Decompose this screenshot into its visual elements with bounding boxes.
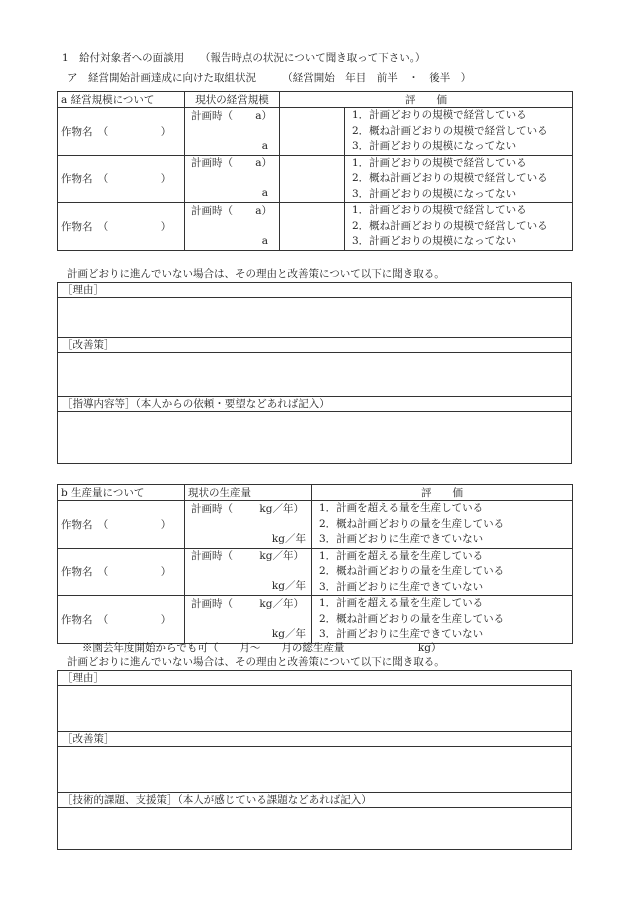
eval-option[interactable]: 2．概ね計画どおりの量を生産している [319, 565, 505, 577]
table-row [58, 501, 573, 549]
crop-name-field[interactable]: 作物名 （ ） [58, 501, 185, 549]
production-evaluation-options[interactable] [312, 548, 573, 596]
scale-evaluation-options[interactable] [345, 155, 573, 203]
eval-option[interactable]: 3．計画どおりの規模になってない [352, 235, 517, 247]
scale-reason-box[interactable] [57, 282, 572, 338]
production-plan-cell[interactable]: 計画時（ kg／年） kg／年 [185, 596, 312, 644]
eval-option[interactable]: 2．概ね計画どおりの規模で経営している [352, 219, 548, 232]
scale-guidance-label: ［指導内容等］（本人からの依頼・要望などあれば記入） [58, 397, 571, 412]
eval-option[interactable]: 3．計画どおりの規模になってない [352, 140, 517, 152]
table-row [58, 155, 573, 203]
scale-guidance-box[interactable] [57, 396, 572, 464]
scale-table [57, 91, 573, 251]
crop-name-field[interactable]: 作物名 （ ） [58, 596, 185, 644]
production-reason-box[interactable] [57, 670, 572, 732]
eval-option[interactable]: 3．計画どおりに生産できていない [319, 580, 484, 593]
scale-current-value[interactable] [280, 155, 345, 203]
eval-option[interactable]: 1．計画どおりの規模で経営している [352, 204, 527, 216]
production-header-evaluation: 評 価 [312, 485, 573, 501]
crop-name-field[interactable]: 作物名 （ ） [58, 108, 185, 156]
production-improvement-label: ［改善策］ [58, 732, 571, 747]
table-row [58, 548, 573, 596]
scale-subsection-title: ア 経営開始計画達成に向けた取組状況 （経営開始 年目 前半 ・ 後半 ） [67, 72, 472, 84]
production-technical-label: ［技術的課題、支援策］（本人が感じている課題などあれば記入） [58, 793, 571, 808]
crop-name-field[interactable]: 作物名 （ ） [58, 155, 185, 203]
eval-option[interactable]: 3．計画どおりに生産できていない [319, 533, 484, 545]
table-row [58, 596, 573, 644]
eval-option[interactable]: 2．概ね計画どおりの量を生産している [319, 612, 505, 625]
scale-improvement-box[interactable] [57, 337, 572, 397]
table-row [58, 203, 573, 251]
scale-header-current: 現状の経営規模 [185, 92, 280, 108]
eval-option[interactable]: 2．概ね計画どおりの量を生産している [319, 517, 505, 530]
eval-option[interactable]: 2．概ね計画どおりの規模で経営している [352, 124, 548, 137]
production-reason-label: ［理由］ [58, 671, 571, 686]
production-period-note: ※園芸年度開始からでも可（ 月～ 月の総生産量 kg） [82, 642, 442, 654]
scale-evaluation-options[interactable] [345, 203, 573, 251]
production-header-crop: b 生産量について [58, 485, 185, 501]
scale-followup-note: 計画どおりに進んでいない場合は、その理由と改善策について以下に聞き取る。 [67, 268, 445, 280]
eval-option[interactable]: 1．計画どおりの規模で経営している [352, 156, 527, 169]
production-table [57, 484, 573, 644]
scale-header-crop: a 経営規模について [58, 92, 185, 108]
eval-option[interactable]: 1．計画どおりの規模で経営している [352, 109, 527, 121]
crop-name-field[interactable]: 作物名 （ ） [58, 548, 185, 596]
eval-option[interactable]: 3．計画どおりの規模になってない [352, 187, 517, 200]
scale-header-evaluation: 評 価 [280, 92, 573, 108]
scale-current-value[interactable] [280, 108, 345, 156]
production-plan-cell[interactable]: 計画時（ kg／年） kg／年 [185, 548, 312, 596]
production-evaluation-options[interactable] [312, 501, 573, 549]
eval-option[interactable]: 1．計画を超える量を生産している [319, 549, 484, 562]
crop-name-field[interactable]: 作物名 （ ） [58, 203, 185, 251]
scale-plan-cell[interactable]: 計画時（ a） a [185, 108, 280, 156]
eval-option[interactable]: 3．計画どおりに生産できていない [319, 628, 484, 640]
eval-option[interactable]: 1．計画を超える量を生産している [319, 597, 484, 609]
scale-current-value[interactable] [280, 203, 345, 251]
scale-evaluation-options[interactable] [345, 108, 573, 156]
production-followup-note: 計画どおりに進んでいない場合は、その理由と改善策について以下に聞き取る。 [67, 656, 445, 668]
eval-option[interactable]: 1．計画を超える量を生産している [319, 502, 484, 514]
production-evaluation-options[interactable] [312, 596, 573, 644]
section-title: 1 給付対象者への面談用 （報告時点の状況について聞き取って下さい。） [62, 52, 426, 64]
scale-improvement-label: ［改善策］ [58, 338, 571, 353]
production-plan-cell[interactable]: 計画時（ kg／年） kg／年 [185, 501, 312, 549]
table-row [58, 108, 573, 156]
production-technical-box[interactable] [57, 792, 572, 850]
production-header-current: 現状の生産量 [185, 485, 312, 501]
production-improvement-box[interactable] [57, 731, 572, 793]
eval-option[interactable]: 2．概ね計画どおりの規模で経営している [352, 172, 548, 184]
scale-reason-label: ［理由］ [58, 283, 571, 298]
scale-plan-cell[interactable]: 計画時（ a） a [185, 155, 280, 203]
scale-plan-cell[interactable]: 計画時（ a） a [185, 203, 280, 251]
